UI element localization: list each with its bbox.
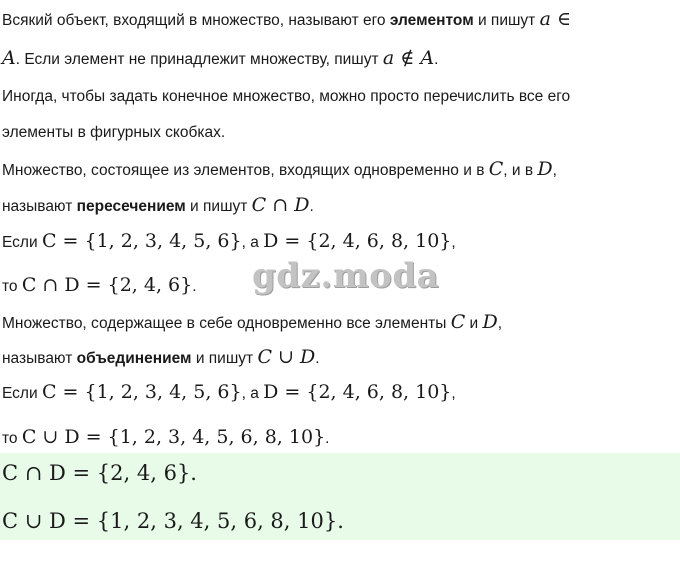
term-union: объединением (76, 350, 192, 367)
text-span: . (434, 51, 439, 68)
text-line-8 (2, 275, 197, 297)
text-span: Множество, состоящее из элементов, входящих одновременно и в (2, 162, 489, 179)
text-line-12 (2, 427, 329, 449)
math-formula: C ∪ D = {1, 2, 3, 4, 5, 6, 8, 10} (21, 426, 326, 448)
answer-intersection: C ∩ D = {2, 4, 6}. (2, 461, 197, 485)
answer-box (0, 453, 680, 540)
text-line-5 (2, 159, 557, 181)
text-span: . (325, 430, 330, 447)
text-line-7 (2, 231, 456, 253)
text-span: , (451, 234, 456, 251)
text-line-6 (2, 195, 314, 217)
text-span: называют (2, 350, 77, 367)
text-span: то (2, 278, 22, 295)
text-span: Всякий объект, входящий в множество, называют его (2, 12, 390, 29)
text-span: Если (2, 234, 42, 251)
text-span: , а (241, 234, 264, 251)
text-span: и пишут (185, 198, 252, 215)
math-formula: C = {1, 2, 3, 4, 5, 6} (41, 381, 242, 403)
text-span: . (192, 278, 197, 295)
text-line-9 (2, 312, 502, 334)
text-line-4: элементы в фигурных скобках. (2, 124, 226, 141)
watermark-logo: gdz.moda (252, 256, 440, 296)
text-line-2 (2, 48, 438, 70)
text-span: . Если элемент не принадлежит множеству, пишут (15, 51, 383, 68)
term-intersection: пересечением (76, 198, 186, 215)
math-formula: D (537, 158, 553, 180)
math-formula: D = {2, 4, 6, 8, 10} (263, 381, 452, 403)
text-span: , (451, 385, 456, 402)
text-span: Множество, содержащее в себе одновременно все элементы (2, 315, 451, 332)
term-element: элементом (389, 12, 474, 29)
math-formula: C ∩ D (251, 194, 310, 216)
math-formula: a ∈ (539, 8, 572, 30)
math-formula: C (450, 311, 466, 333)
answer-union: C ∪ D = {1, 2, 3, 4, 5, 6, 8, 10}. (2, 509, 344, 533)
math-formula: C ∩ D = {2, 4, 6} (21, 274, 193, 296)
math-formula: A (2, 47, 16, 69)
text-span: . (315, 350, 320, 367)
text-line-10 (2, 347, 320, 369)
text-span: , и в (503, 162, 538, 179)
text-line-11 (2, 382, 456, 404)
text-span: , (552, 162, 557, 179)
text-span: и (465, 315, 483, 332)
math-formula: C (488, 158, 504, 180)
text-span: и пишут (473, 12, 540, 29)
text-span: , а (241, 385, 264, 402)
text-span: и пишут (191, 350, 258, 367)
text-line-1 (2, 9, 571, 31)
math-formula: a ∉ A (382, 47, 435, 69)
math-formula: C ∪ D (257, 346, 316, 368)
text-line-3: Иногда, чтобы задать конечное множество, можно просто перечислить все его (2, 88, 571, 105)
text-span: Если (2, 385, 42, 402)
text-span: . (309, 198, 314, 215)
math-formula: C = {1, 2, 3, 4, 5, 6} (41, 230, 242, 252)
text-span: называют (2, 198, 77, 215)
math-formula: D (482, 311, 498, 333)
text-span: , (497, 315, 503, 332)
text-span: то (2, 430, 22, 447)
math-formula: D = {2, 4, 6, 8, 10} (263, 230, 452, 252)
